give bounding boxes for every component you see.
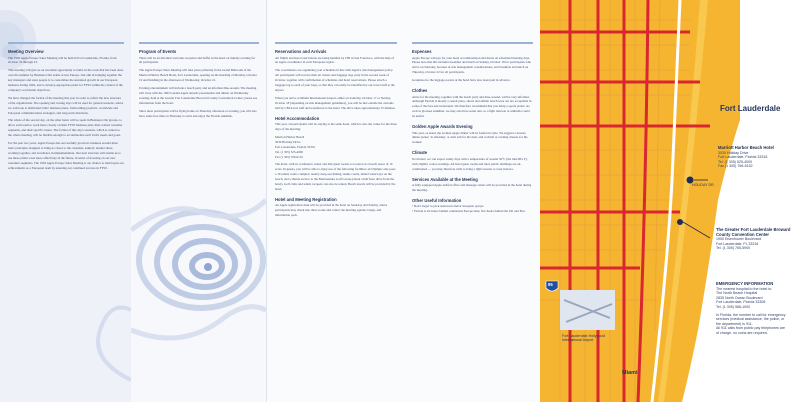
clothes-heading: Clothes <box>412 88 428 94</box>
address-line: Fax (1 305) 766-6152 <box>275 154 303 159</box>
address-line: 3030 Holiday Drive <box>275 139 301 144</box>
miami-label: Miami <box>622 370 638 376</box>
center-line: Tel. (1 305) 765-5900 <box>716 246 751 251</box>
holiday-dr-label: HOLIDAY DR. <box>692 183 715 187</box>
hotel-line: Tel. (1 305) 525-4000 <box>718 159 753 164</box>
panel-map <box>540 0 804 402</box>
emergency-line: 2835 North Ocean Boulevard <box>716 295 763 300</box>
climate-heading: Climate <box>412 150 428 156</box>
center-line: Fort Lauderdale, FL 33316 <box>716 241 759 246</box>
address-line: Marriott Harbor Beach <box>275 134 305 139</box>
address-line: Tel. (1 305) 525-4000 <box>275 149 303 154</box>
convention-center-info <box>716 228 802 251</box>
emergency-line: fire department) is 911. <box>716 321 753 326</box>
emergency-info <box>716 282 800 336</box>
overview-column <box>8 42 124 174</box>
paragraph: Evening entertainment will include a beach party and an informal dine-around. The meeting will close with the 1993 Golden Apple Awards presentation and dinner on Wednesday evening, held at the Greater Fort Lauderdale Broward County Convention Center; please see information from the hotel. <box>139 86 258 105</box>
hotel-line: Fax (1 305) 766-6152 <box>718 164 753 169</box>
panel-program <box>131 0 266 402</box>
paragraph: This year, as usual, the Golden Apple dinner will be formal in style. We suggest a tuxedo, dinner jacket, 'le smoking', or dark suit for the men, and cocktail or evening dresses for the women. <box>412 130 528 145</box>
list-item: • Don't forget to pack sunscreen and/or mosquito sprays. <box>412 204 485 209</box>
paragraph: A fully equipped Apple-staffed office and message center will be provided in the hotel during the meeting. <box>412 183 532 192</box>
meeting-overview-heading: Meeting Overview <box>8 49 44 54</box>
expenses-column <box>412 42 533 214</box>
paragraph: Gratuities for the luggage porters at the hotel have also been paid in advance. <box>412 78 511 83</box>
paragraph: When you arrive at Miami International Airport, either on Saturday, October 17 or Sunday, October 18 (depending on risk management guidelines), you will be met outside the customs hall by CBI travel staff and transferred to the hotel. The drive takes approximately 35 minutes. <box>275 95 396 110</box>
emergency-line: The North Beach Hospital <box>716 291 758 296</box>
hotel-line: 3030 Holiday Drive <box>718 150 749 155</box>
emergency-line: Fort Lauderdale, Florida 33308 <box>716 300 766 305</box>
airport-label: Fort Lauderdale-Hollywood International Airport <box>562 334 606 343</box>
panel-meeting-overview <box>0 0 131 402</box>
program-column <box>139 42 259 121</box>
emergency-line: services (medical assistance, the police, or <box>716 317 785 322</box>
paragraph: In October, we can expect sunny days with a temperature of around 30°C (the mid-80's F), with slightly cooler evenings. All hotel guest rooms and most public buildings are air-conditioned — you may therefore wish to bring a light sweater to wear indoors. <box>412 156 528 171</box>
paragraph: An Apple registration desk will be provided in the hotel on Saturday and Sunday, where participants may check into their rooms and collect the meeting agenda, badge, and information pack. <box>275 203 388 218</box>
emergency-line: All 911 calls from public pay telephones are <box>716 326 786 331</box>
paragraph: The 1993 Apple Europe Sales Meeting will be held in Fort Lauderdale, Florida, from October 19 through 23. <box>8 55 117 65</box>
program-heading: Program of Events <box>139 49 177 54</box>
useful-info-heading: Other Useful Information <box>412 197 462 203</box>
paragraph: Since most participants will be flying home on Thursday afternoon or evening, you will also have some free time on Thursday to relax and enjoy the Florida sunshine. <box>139 108 257 118</box>
paragraph: For the past two years, Apple Europe has successfully grown its business around three basic principles designed to bring us closer to the customer, namely: market share, working together, and excellence in implementation. Our next structure will enable us to use these pillars even more effectively in the future, in terms of focusing on our new customer segments. The 1993 Apple Europe Sales Meeting is our chance to build upon our achievements as a European team by ensuring our continued success in FY93. <box>8 141 124 170</box>
paragraph: This year, all participants will be staying at the same hotel, which is also the venue for the three days of the meeting: <box>275 122 397 131</box>
expenses-heading: Expenses <box>412 49 432 54</box>
heading-rule <box>139 42 259 44</box>
panel-expenses <box>404 0 540 402</box>
paragraph: The whole of the second day, on the other hand, will be spent in Business Unit groups, to allow each team to work more closely on their FY93 business plan, their related customer segments, and their specific issues. The format of this day's sessions, which is central to the whole meeting, will be flexible enough to accommodate each Unit's needs and goals. <box>8 118 123 138</box>
paragraph: The Apple Europe Sales Meeting will take place primarily in the Grand Ballroom of the Marriott Harbor Beach Hotel, Fort Lauderdale, opening on the morning of Monday, October 19 and finishing in the afternoon of Wednesday, October 21. <box>139 68 257 83</box>
paragraph: This meeting will give us an excellent opportunity to build on the work that has been done over the summer by Business Unit teams across Europe. Our aim in bringing together the key managers and sales people is to consolidate the sustained growth in our European business during 1992, and to develop appropriate plans for FY93 within the context of the company's worldwide objectives. <box>8 68 124 92</box>
reservations-heading: Reservations and Arrivals <box>275 49 327 54</box>
hotel-accommodation-heading: Hotel Accommodation <box>275 115 320 121</box>
interstate-label: 95 <box>548 282 553 287</box>
paragraph: Attire for the meeting, together with the beach party and dine-around, will be very informal. Although Florida is mostly a casual place, shorts and similar beach wear are not acceptable in some of the bars and restaurants. We therefore recommend that you bring a sports jacket. As well as glorious sunshine, we may also have some rain, so a light raincoat or umbrella could be useful. <box>412 94 532 119</box>
awards-heading: Golden Apple Awards Evening <box>412 124 473 130</box>
paragraph: The coordinators are organizing your schedules in line with Apple's risk management policy. All participants will receive their air tickets and baggage tags early in the second week of October, together with confirmation of schedules and hotel reservations. Please attach a baggage tag to each of your bags, so that they can easily be identified by our travel staff at the airport. <box>275 68 395 92</box>
hotel-name: Marriott Harbor Beach Hotel <box>718 145 774 150</box>
heading-rule <box>412 42 533 44</box>
heading-rule <box>275 42 397 44</box>
center-line: 1950 Eisenhower Boulevard <box>716 237 761 242</box>
hotel-line: Fort Lauderdale, Florida 33316 <box>718 155 768 160</box>
paragraph: Apple Europe will pay for your hotel accommodation and meals on scheduled meeting days. Please note that this includes breakfast and lunch on Sunday, October 18 for participants who arrive on Saturday, because of risk management considerations, and breakfast and lunch on Thursday, October 22 for all participants. <box>412 55 532 75</box>
useful-info-list <box>412 204 533 214</box>
hotel-info <box>718 146 802 169</box>
paragraph: We have changed the format of the meeting this year in order to reflect the new structure of the organization. The opening and closing days will be used for general sessions, where we will look at individual Units' business plans, forthcoming products, worldwide and European communications strategies, and long-term directions. <box>8 95 124 115</box>
emergency-title: EMERGENCY INFORMATION <box>716 281 774 286</box>
list-item: • Florida is six hours behind continental Europe time; five hours behind the UK and Eire. <box>412 209 526 214</box>
emergency-line: The nearest hospital to the hotel is: <box>716 286 772 291</box>
address-line: Fort Lauderdale, Florida 33316 <box>275 144 316 149</box>
emergency-line: In Florida, the number to call for emergency <box>716 312 786 317</box>
heading-rule <box>8 42 124 44</box>
hotel-address <box>275 135 397 160</box>
panel-reservations <box>266 0 404 402</box>
emergency-line: Tel. (1 305) 568-1000 <box>716 304 751 309</box>
emergency-line: of charge, no coins are required. <box>716 330 768 335</box>
paragraph: There will be an informal welcome reception and buffet in the hotel on Sunday evening for all participants. <box>139 55 256 65</box>
registration-heading: Hotel and Meeting Registration <box>275 196 337 202</box>
reservations-column <box>275 42 397 221</box>
paragraph: The hotel, with its conference center and 624 guest rooms, is located on a beach resort of 16 acres. In guests, you will be able to enjoy use of the following facilities: an Olympic-size pool, a 10-tennis courts complex, nearby deep-sea fishing, tennis courts, inland waterways on the beach, and a shuttle service to the Bonaventure Golf Course (about a half hour drive from the hotel). Golf clubs and tennis racquets can also be rented. Beach towels will be provided by the hotel. <box>275 162 396 191</box>
convention-center-name: The Greater Fort Lauderdale Broward County Convention Center <box>716 227 791 237</box>
paragraph: All flights and hotel reservations are being handled by CBI in San Francisco, with the help of an Apple coordinator in each European region. <box>275 55 395 65</box>
city-label: Fort Lauderdale <box>720 104 781 113</box>
services-heading: Services Available at the Meeting <box>412 176 478 182</box>
